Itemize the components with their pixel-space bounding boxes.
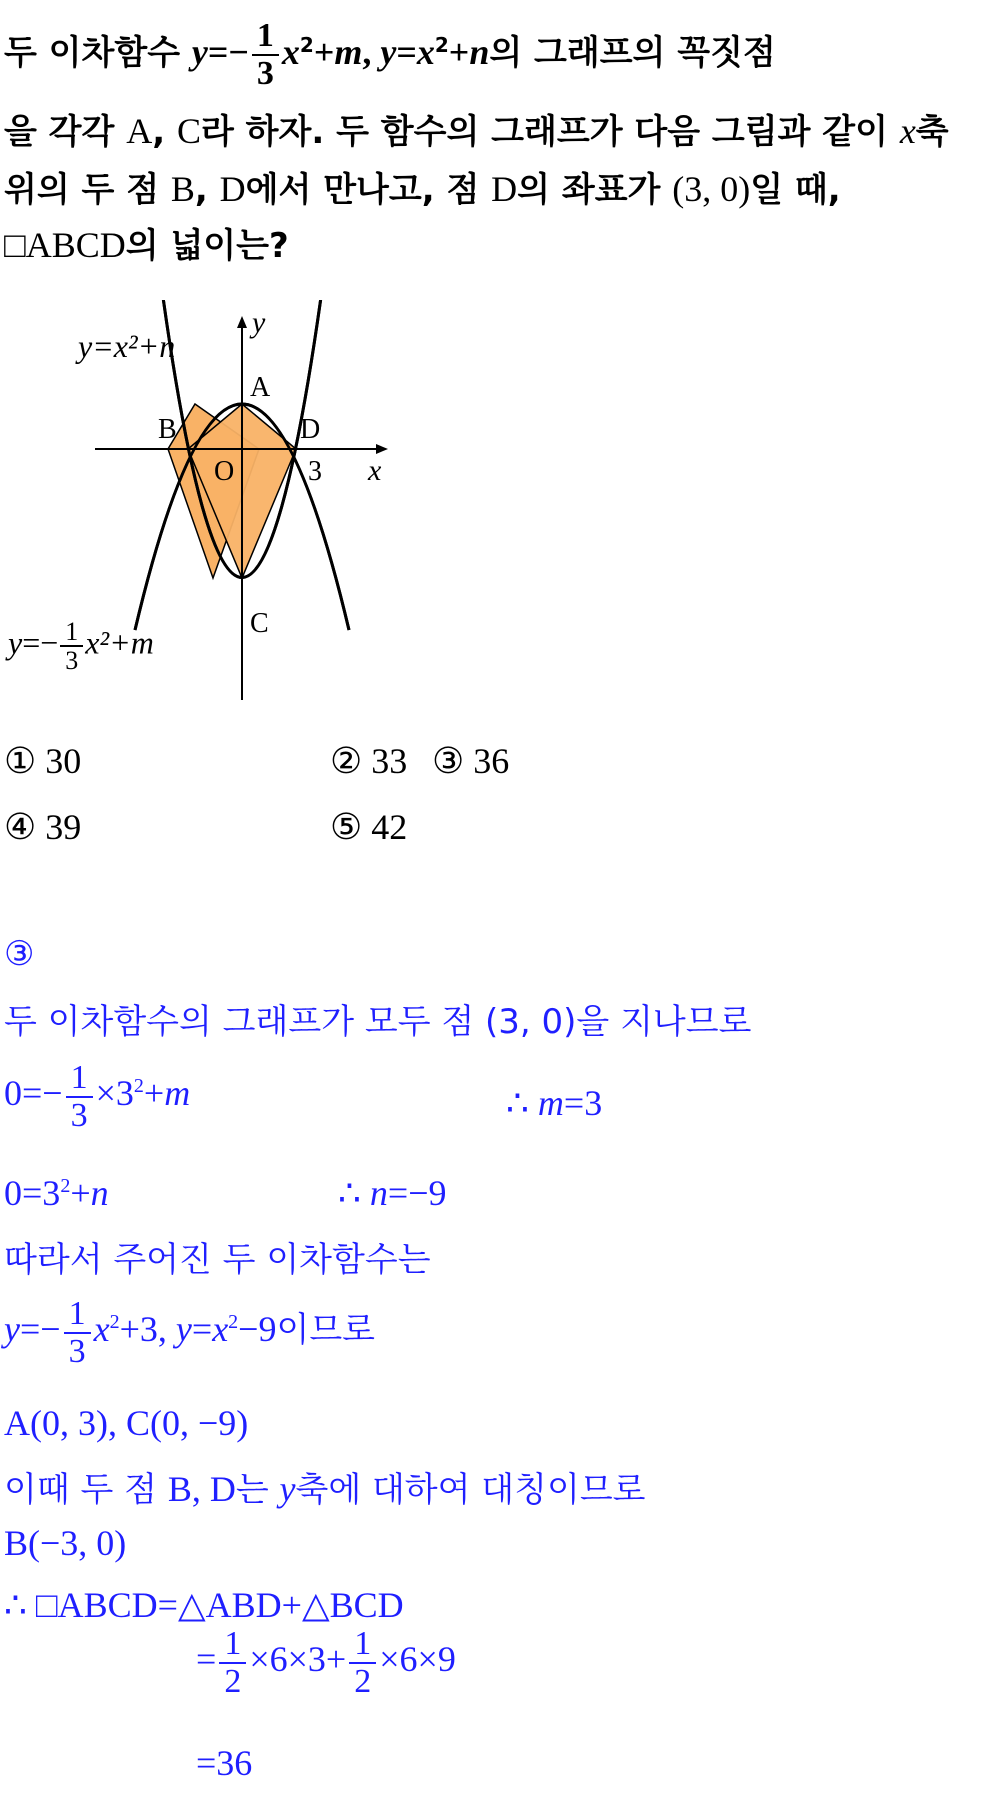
choice-1[interactable]: ① 30 bbox=[4, 741, 82, 782]
point-b-label: B bbox=[158, 414, 177, 445]
choice-5[interactable]: ⑤ 42 bbox=[330, 807, 408, 848]
axis-x-label: x bbox=[368, 454, 382, 487]
solution-line-5: y=− $\frac{1}{3}$ $x^2+3$, $y=x^2-9$이므로 bbox=[4, 1295, 376, 1370]
problem-line-3: 위의 두 점 B, D에서 만나고, 점 D의 좌표가 (3, 0)일 때, bbox=[4, 169, 841, 210]
label-parabola-top: y=x²+n bbox=[78, 328, 176, 364]
choice-2[interactable]: ② 33 bbox=[330, 741, 408, 782]
solution-line-2-result: ∴ m=3 bbox=[506, 1083, 603, 1123]
problem-line-1: 두 이차함수 y=− $\frac{1}{3}$ $x^2+m$, $y=x^2+n$의 그래프의 꼭짓점 bbox=[4, 17, 776, 92]
solution-line-3: $0=3^2+n$ bbox=[4, 1173, 109, 1213]
point-a-label: A bbox=[250, 372, 271, 403]
solution-line-11: =36 bbox=[196, 1743, 253, 1783]
label-parabola-bottom: y=− $\frac{1}{3}$ x²+m bbox=[8, 617, 154, 676]
solution-line-3-result: ∴ n=−9 bbox=[338, 1173, 447, 1213]
solution-line-4: 따라서 주어진 두 이차함수는 bbox=[4, 1240, 431, 1280]
point-d-label: D bbox=[300, 414, 321, 445]
solution-line-6: A(0, 3), C(0, −9) bbox=[4, 1403, 249, 1443]
x-axis-arrow bbox=[376, 444, 388, 454]
point-o-label: O bbox=[214, 456, 235, 487]
choice-4[interactable]: ④ 39 bbox=[4, 807, 82, 848]
y-axis-arrow bbox=[237, 316, 247, 328]
solution-line-7: 이때 두 점 B, D는 y축에 대하여 대칭이므로 bbox=[4, 1469, 646, 1510]
solution-line-8: B(−3, 0) bbox=[4, 1523, 127, 1563]
axis-y-label: y bbox=[252, 306, 266, 339]
solution-line-10: = $\frac{1}{2}$ ×6×3+ $\frac{1}{2}$ ×6×9 bbox=[196, 1625, 456, 1700]
solution-answer: ③ bbox=[4, 934, 35, 974]
solution-line-9: ∴ □ABCD=△ABD+△BCD bbox=[4, 1585, 404, 1625]
choice-3[interactable]: ③ 36 bbox=[432, 741, 510, 782]
problem-line-2: 을 각각 A, C라 하자. 두 함수의 그래프가 다음 그림과 같이 x축 bbox=[4, 111, 949, 152]
problem-line-4: □ABCD의 넓이는? bbox=[4, 225, 289, 266]
tick-3-label: 3 bbox=[308, 456, 322, 487]
solution-line-1: 두 이차함수의 그래프가 모두 점 (3, 0)을 지나므로 bbox=[4, 1002, 752, 1042]
point-c-label: C bbox=[250, 608, 269, 639]
solution-line-2: 0=− $\frac{1}{3}$ $\times 3^2+m$ bbox=[4, 1059, 191, 1134]
